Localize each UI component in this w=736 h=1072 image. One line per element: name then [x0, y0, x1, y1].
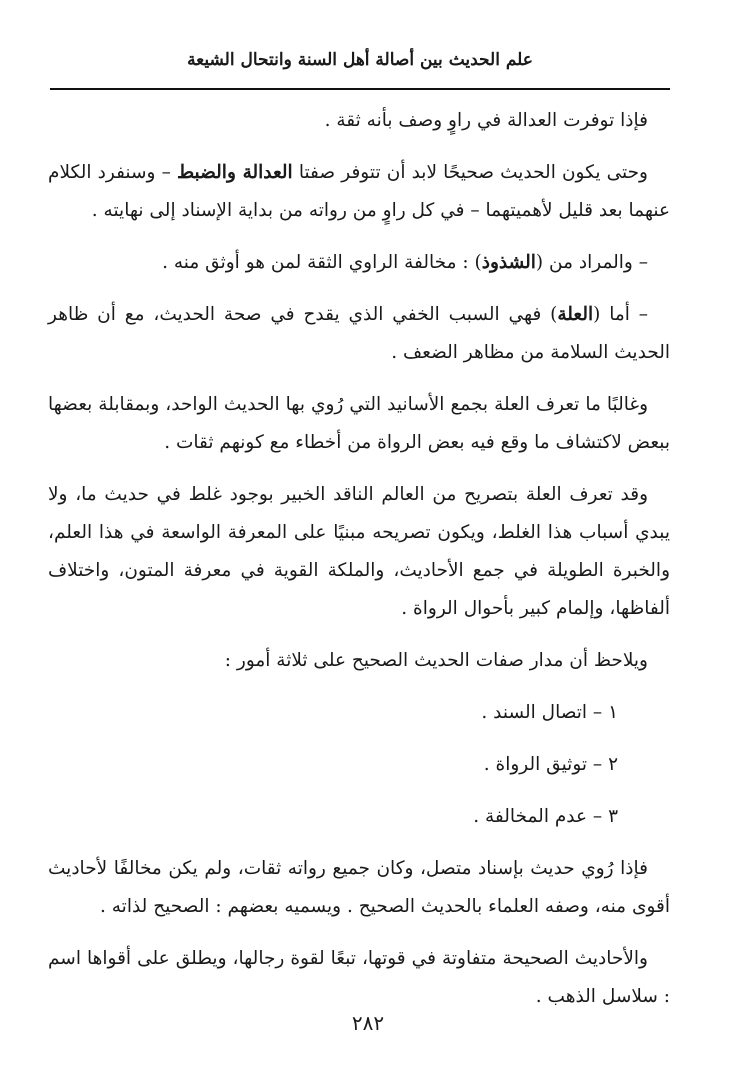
closing-paragraph-2: والأحاديث الصحيحة متفاوتة في قوتها، تبعًا لقوة رجالها، ويطلق على أقواها اسم : سلاسل الذهب .: [48, 948, 670, 1007]
paragraph-4: [48, 296, 670, 372]
list-item-2: ٢ – توثيق الرواة .: [483, 754, 618, 775]
paragraph-2: [48, 154, 670, 230]
body-text: [48, 102, 670, 1016]
bold-term-illa: العلة: [557, 304, 594, 325]
list-item-1: ١ – اتصال السند .: [481, 702, 618, 723]
paragraph-1: فإذا توفرت العدالة في راوٍ وصف بأنه ثقة .: [324, 110, 648, 131]
closing-paragraph-1: فإذا رُوي حديث بإسناد متصل، وكان جميع رواته ثقات، ولم يكن مخالفًا لأحاديث أقوى منه، وصفه العلماء بالحديث الصحيح . ويسميه بعضهم : الصحيح لذاته .: [48, 858, 670, 917]
paragraph-2-end: – وسنفرد الكلام عنهما بعد قليل لأهميتهما – في كل راوٍ من رواته من بداية الإسناد إلى نهايته .: [48, 162, 670, 221]
paragraph-4-end: ) فهي السبب الخفي الذي يقدح في صحة الحديث، مع أن ظاهر الحديث السلامة من مظاهر الضعف .: [48, 304, 670, 363]
paragraph-4-start: – أما (: [593, 304, 648, 325]
paragraph-7: ويلاحظ أن مدار صفات الحديث الصحيح على ثلاثة أمور :: [224, 650, 648, 671]
list-item-3: ٣ – عدم المخالفة .: [473, 806, 618, 827]
paragraph-2-start: وحتى يكون الحديث صحيحًا لابد أن تتوفر صفتا: [292, 162, 648, 183]
paragraph-3-end: ) : مخالفة الراوي الثقة لمن هو أوثق منه .: [162, 252, 482, 273]
paragraph-3-start: – والمراد من (: [535, 252, 648, 273]
bold-term-adala-dabt: العدالة والضبط: [176, 162, 293, 183]
header-rule: [50, 88, 670, 90]
bold-term-shudhudh: الشذوذ: [481, 252, 536, 273]
paragraph-5: وغالبًا ما تعرف العلة بجمع الأسانيد التي رُوي بها الحديث الواحد، وبمقابلة بعضها ببعض لاكتشاف ما وقع فيه بعض الرواة من أخطاء مع كونهم ثقات .: [48, 394, 670, 453]
page-number: ٢٨٢: [351, 1011, 385, 1035]
paragraph-6: وقد تعرف العلة بتصريح من العالم الناقد الخبير بوجود غلط في حديث ما، ولا يبدي أسباب هذا الغلط، ويكون تصريحه مبنيًا على المعرفة الواسعة في هذا العلم، والخبرة الطويلة في جمع الأحاديث، والملكة القوية في معرفة المتون، واختلاف ألفاظها، وإلمام كبير بأحوال الرواة .: [48, 484, 670, 619]
paragraph-3: [48, 244, 670, 282]
running-header: علم الحديث بين أصالة أهل السنة وانتحال الشيعة: [187, 50, 533, 70]
